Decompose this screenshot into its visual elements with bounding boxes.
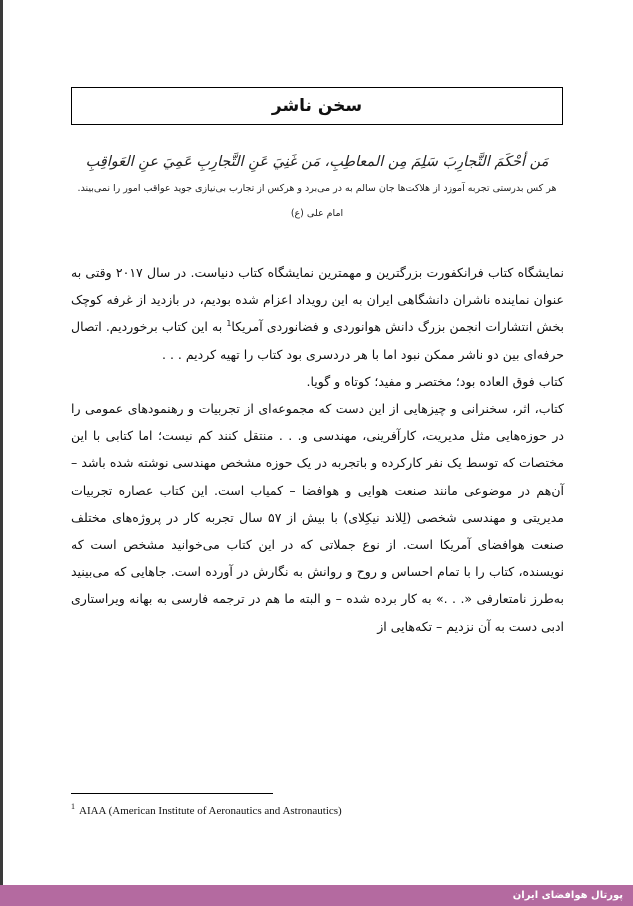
page-title-box bbox=[71, 87, 563, 125]
portal-label[interactable]: پورتال هوافضای ایران bbox=[512, 890, 623, 901]
footnote bbox=[71, 803, 531, 819]
paragraph-2: کتاب فوق العاده بود؛ مختصر و مفید؛ کوتاه و گویا. bbox=[306, 373, 564, 389]
paragraph-1-start: نمایشگاه کتاب فرانکفورت بزرگترین و مهمترین نمایشگاه کتاب دنیاست. در سال ۲۰۱۷ وقتی به عنوان نماینده ناشران دانشگاهی ایران به این رویداد اعزام شده بودیم، در بازدید از غرفه کوچک بخش انتشارات انجمن بزرگ دانش هوانوردی و فضانوردی آمریکا bbox=[71, 265, 564, 335]
publisher-note-body bbox=[71, 259, 564, 640]
paragraph-3: کتاب، اثر، سخنرانی و چیزهایی از این دست که مجموعه‌ای از تجربیات و رهنمودهای عمومی را در حوزه‌هایی مثل مدیریت، کارآفرینی، مهندسی و. . . منتقل کنند کم نیست؛ اما کتابی با این مختصات که توسط یک نفر کارکرده و باتجربه در یک حوزه مشخص مهندسی نوشته شده باشد – آن‌هم در موضوعی مانند صنعت هوایی و هوافضا – کمیاب است. این کتاب عصاره تجربیات مدیریتی و مهندسی شخصی (لِلاند نیکِلای) با بیش از ۵۷ سال تجربه کار در پروژه‌های مختلف صنعت هوافضای آمریکا است. از نوع جملاتی که در این کتاب می‌خوانید مشخص است که نویسنده، کتاب را با تمام احساس و روح و روانش به نگارش در آورده است. جاهایی که می‌بینید به‌طرز نامتعارفی «. . .» به کار برده شده – و البته ما هم در ترجمه فارسی به بهانه ویراستاری ادبی دست به آن نزدیم – تکه‌هایی از bbox=[71, 401, 564, 634]
footnote-reference[interactable]: 1 bbox=[226, 319, 232, 329]
footer-bar bbox=[0, 885, 633, 906]
page-left-edge bbox=[0, 0, 3, 906]
arabic-quote: مَن أحْكَمَ التَّجارِبَ سَلِمَ مِن المعاطِبِ، مَن غَنِيَ عَنِ التَّجارِبِ عَمِيَ عنِ العَواقِبِ bbox=[85, 154, 549, 170]
footnote-divider bbox=[71, 793, 273, 794]
paragraph-1-end: به این کتاب برخوردیم. اتصال حرفه‌ای بین دو ناشر ممکن نبود اما با هر دردسری بود کتاب را تهیه کردیم . . . bbox=[71, 319, 564, 362]
quote-author: امام علی (ع) bbox=[290, 208, 344, 219]
footnote-text: AIAA (American Institute of Aeronautics and Astronautics) bbox=[79, 805, 342, 817]
persian-quote-translation: هر کس بدرستی تجربه آموزد از هلاکت‌ها جان سالم به در می‌برد و هرکس از تجارب بی‌نیازی جوید عواقب امور را نمی‌بیند. bbox=[77, 183, 557, 194]
page-title: سخن ناشر bbox=[271, 96, 363, 116]
footnote-marker: 1 bbox=[71, 802, 75, 812]
paragraph-1 bbox=[71, 259, 564, 368]
